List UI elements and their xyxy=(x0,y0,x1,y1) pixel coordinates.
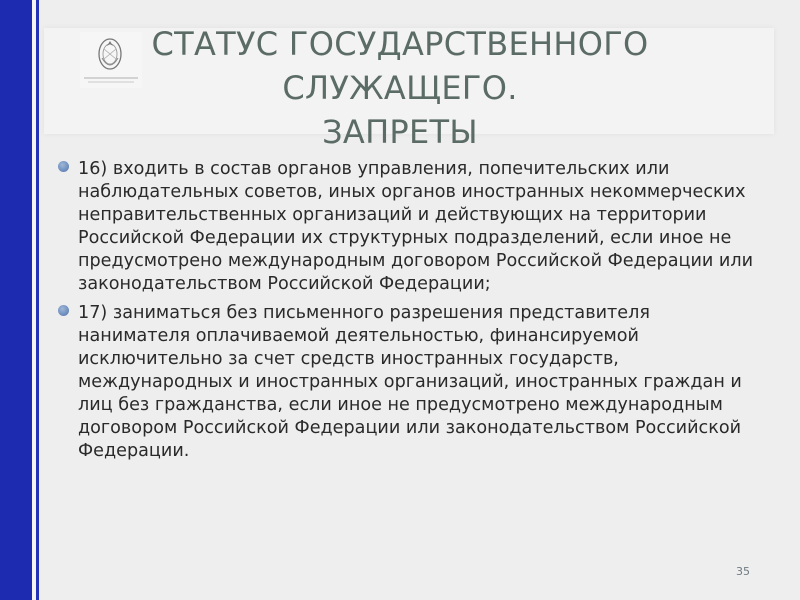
list-item xyxy=(58,302,758,463)
title-line-1: СТАТУС ГОСУДАРСТВЕННОГО xyxy=(151,25,649,63)
slide-title xyxy=(120,22,680,154)
title-line-2: СЛУЖАЩЕГО. xyxy=(282,69,518,107)
round-bullet-icon xyxy=(58,161,69,172)
prohibitions-list xyxy=(58,158,758,469)
left-accent-bar xyxy=(0,0,32,600)
round-bullet-icon xyxy=(58,305,69,316)
list-item-text: 16) входить в состав органов управления, попечительских или наблюдательных советов, иных органов иностранных некоммерческих неправительственных организаций и действующих на территории Российской Федерации их структурных подразделений, если иное не предусмотрено международным договором Российской Федерации или законодательством Российской Федерации; xyxy=(78,159,754,294)
list-item-text: 17) заниматься без письменного разрешения представителя нанимателя оплачиваемой деятельностью, финансируемой исключительно за счет средств иностранных государств, международных и иностранных организаций, иностранных граждан и лиц без гражданства, если иное не предусмотрено международным договором Российской Федерации или законодательством Российской Федерации. xyxy=(78,303,742,461)
title-line-3: ЗАПРЕТЫ xyxy=(322,113,478,151)
list-item xyxy=(58,158,758,296)
page-number: 35 xyxy=(736,565,750,578)
